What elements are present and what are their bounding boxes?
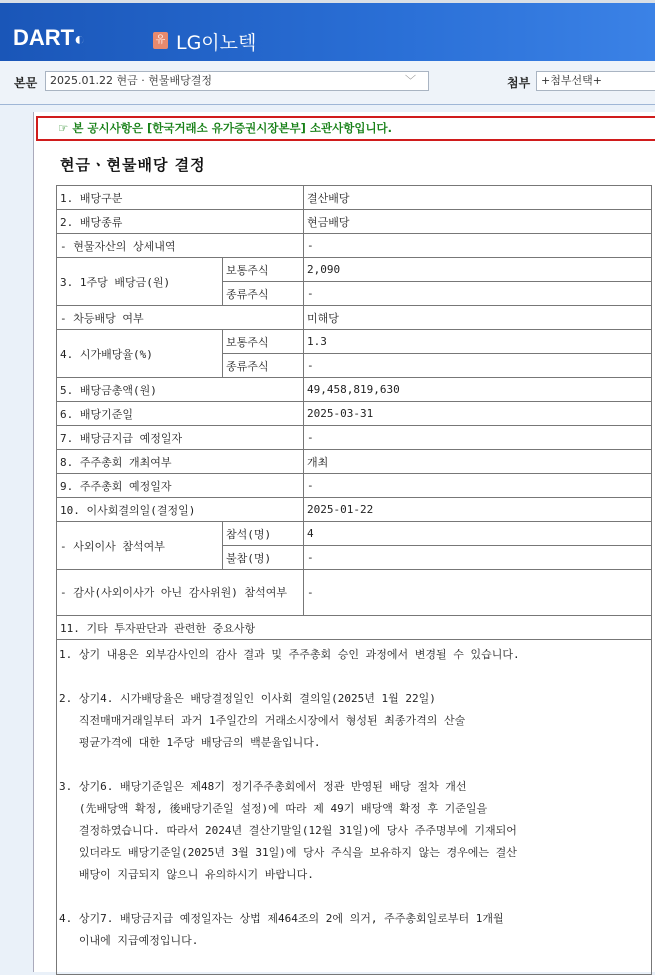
note-2: 2. 상기4. 시가배당율은 배당결정일인 이사회 결의일(2025년 1월 22일) 직전매매거래일부터 과거 1주일간의 거래소시장에서 형성된 최종가격의 산술 평균가격에 대한 1주당 배당금의 백분율입니다. — [59, 692, 466, 749]
cell: 현금배당 — [304, 210, 652, 234]
attach-select[interactable]: +첨부선택+ — [536, 71, 655, 91]
cell: 보통주식 — [223, 330, 304, 354]
notes-cell — [57, 640, 652, 975]
table-row — [57, 186, 652, 210]
cell: 6. 배당기준일 — [57, 402, 304, 426]
cell: 참석(명) — [223, 522, 304, 546]
cell: - — [304, 570, 652, 616]
table-row — [57, 616, 652, 640]
page-title: 현금ㆍ현물배당 결정 — [60, 156, 206, 174]
cell: 5. 배당금총액(원) — [57, 378, 304, 402]
cell: 2025-01-22 — [304, 498, 652, 522]
market-badge: 유 — [153, 32, 168, 49]
table-row — [57, 378, 652, 402]
dart-logo[interactable]: DART◐ — [13, 25, 85, 50]
table-row — [57, 450, 652, 474]
cell: - 사외이사 참석여부 — [57, 522, 223, 570]
cell: 49,458,819,630 — [304, 378, 652, 402]
cell: 4. 시가배당율(%) — [57, 330, 223, 378]
company-name: LG이노텍 — [176, 32, 257, 54]
cell: 개최 — [304, 450, 652, 474]
cell: - 감사(사외이사가 아닌 감사위원) 참석여부 — [57, 570, 304, 616]
attach-label: 첨부 — [507, 76, 531, 90]
cell: - — [304, 282, 652, 306]
table-row — [57, 330, 652, 354]
cell: 7. 배당금지급 예정일자 — [57, 426, 304, 450]
notice-banner: ☞ 본 공시사항은 [한국거래소 유가증권시장본부] 소관사항입니다. — [36, 116, 655, 141]
main-select-value: 2025.01.22 현금 · 현물배당결정 — [50, 74, 212, 87]
cell: 2025-03-31 — [304, 402, 652, 426]
cell: - — [304, 546, 652, 570]
table-row — [57, 306, 652, 330]
notes-row — [57, 640, 652, 975]
table-row — [57, 498, 652, 522]
table-row — [57, 210, 652, 234]
dividend-table — [56, 185, 652, 975]
table-row — [57, 426, 652, 450]
main-document-select[interactable] — [45, 71, 429, 91]
table-row — [57, 402, 652, 426]
note-1: 1. 상기 내용은 외부감사인의 감사 결과 및 주주총회 승인 과정에서 변경될 수 있습니다. — [59, 648, 520, 661]
cell: 9. 주주총회 예정일자 — [57, 474, 304, 498]
table-row — [57, 570, 652, 616]
cell: 11. 기타 투자판단과 관련한 중요사항 — [57, 616, 652, 640]
cell: 종류주식 — [223, 354, 304, 378]
cell: - 현물자산의 상세내역 — [57, 234, 304, 258]
cell: 2. 배당종류 — [57, 210, 304, 234]
cell: 1. 배당구분 — [57, 186, 304, 210]
cell: 결산배당 — [304, 186, 652, 210]
cell: 1.3 — [304, 330, 652, 354]
table-row — [57, 234, 652, 258]
header — [0, 0, 655, 61]
table-row — [57, 258, 652, 282]
cell: - — [304, 474, 652, 498]
cell: 8. 주주총회 개최여부 — [57, 450, 304, 474]
cell: 불참(명) — [223, 546, 304, 570]
cell: 4 — [304, 522, 652, 546]
cell: - — [304, 354, 652, 378]
cell: 보통주식 — [223, 258, 304, 282]
cell: 2,090 — [304, 258, 652, 282]
cell: - 차등배당 여부 — [57, 306, 304, 330]
table-row — [57, 474, 652, 498]
main-label: 본문 — [14, 76, 38, 90]
cell: 미해당 — [304, 306, 652, 330]
cell: 3. 1주당 배당금(원) — [57, 258, 223, 306]
cell: - — [304, 426, 652, 450]
cell: 10. 이사회결의일(결정일) — [57, 498, 304, 522]
table-row — [57, 522, 652, 546]
note-3: 3. 상기6. 배당기준일은 제48기 정기주주총회에서 정관 반영된 배당 절차 개선 (先배당액 확정, 後배당기준일 설정)에 따라 제 49기 배당액 확정 후 기준일을 결정하였습니다. 따라서 2024년 결산기말일(12월 31일)에 당사 주주명부에 기재되어 있더라도 배당기준일(2025년 3월 31일)에 당사 주식을 보유하지 않는 경우에는 결산 배당이 지급되지 않으니 유의하시기 바랍니다. — [59, 780, 517, 881]
note-4: 4. 상기7. 배당금지급 예정일자는 상법 제464조의 2에 의거, 주주총회일로부터 1개월 이내에 지급예정입니다. — [59, 912, 504, 947]
chevron-down-icon: ﹀ — [405, 74, 416, 87]
cell: - — [304, 234, 652, 258]
toolbar — [0, 61, 655, 105]
cell: 종류주식 — [223, 282, 304, 306]
